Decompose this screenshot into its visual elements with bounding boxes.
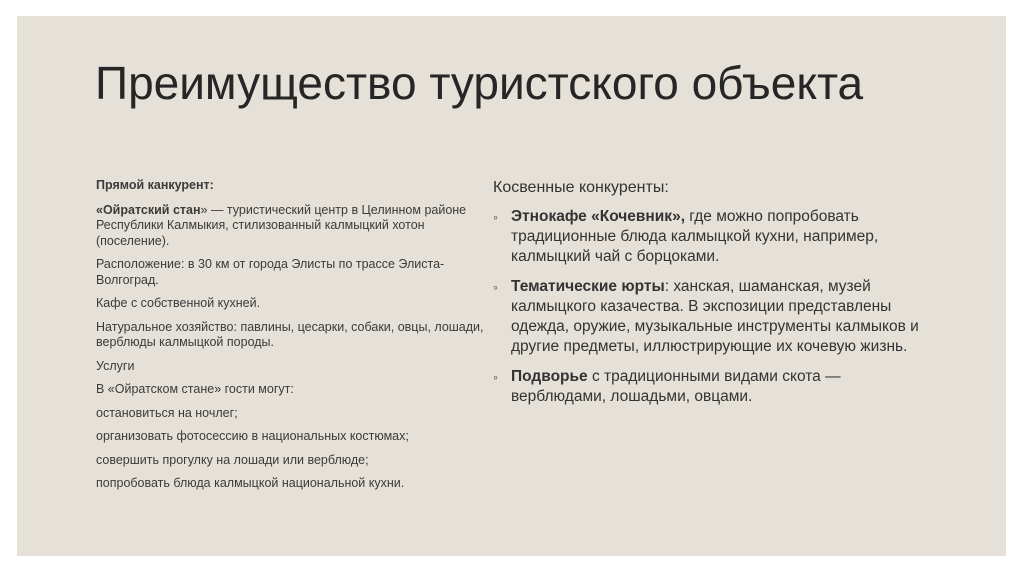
- farm-text: Натуральное хозяйство: павлины, цесарки, собаки, овцы, лошади, верблюды калмыцкой породы.: [96, 319, 484, 349]
- location-text: Расположение: в 30 км от города Элисты по трассе Элиста-Волгоград.: [96, 257, 445, 287]
- indirect-competitors-column: [493, 178, 933, 417]
- item-title: Этнокафе «Кочевник»,: [511, 208, 685, 225]
- item-title: Тематические юрты: [511, 278, 665, 295]
- competitor-description-text: » — туристический центр в Целинном районе Республики Калмыкия, стилизованный калмыцкий хотон (поселение).: [96, 202, 467, 248]
- services-heading: Услуги: [96, 358, 135, 373]
- list-item: [493, 367, 933, 407]
- item-text: где можно попробовать традиционные блюда калмыцкой кухни, например, калмыцкий чай с борцоками.: [511, 208, 879, 265]
- service-item: организовать фотосессию в национальных костюмах;: [96, 429, 409, 443]
- indirect-competitors-list: [493, 207, 933, 407]
- item-title: Подворье: [511, 368, 588, 385]
- direct-competitor-column: [96, 178, 496, 500]
- competitor-description: [96, 203, 496, 250]
- list-item: [493, 277, 933, 357]
- service-item: остановиться на ночлег;: [96, 405, 238, 420]
- indirect-competitors-heading: Косвенные конкуренты:: [493, 179, 669, 196]
- competitor-name: «Ойратский стан: [96, 202, 201, 217]
- slide: [17, 16, 1006, 556]
- service-item: совершить прогулку на лошади или верблюде;: [96, 452, 369, 467]
- service-item: попробовать блюда калмыцкой национальной кухни.: [96, 476, 405, 490]
- list-item: [493, 207, 933, 267]
- guests-can-text: В «Ойратском стане» гости могут:: [96, 382, 294, 396]
- bullet-icon: ◦: [493, 209, 498, 225]
- slide-title: Преимущество туристского объекта: [95, 57, 864, 109]
- item-text: : ханская, шаманская, музей калмыцкого казачества. В экспозиции представлены одежда, оружие, музыкальные инструменты калмыков и другие предметы, иллюстрирующие их кочевую жизнь.: [511, 278, 919, 355]
- direct-competitor-heading: Прямой канкурент:: [96, 178, 214, 192]
- item-text: с традиционными видами скота — верблюдами, лошадьми, овцами.: [511, 368, 841, 405]
- bullet-icon: ◦: [493, 279, 498, 295]
- bullet-icon: ◦: [493, 369, 498, 385]
- cafe-text: Кафе с собственной кухней.: [96, 296, 261, 310]
